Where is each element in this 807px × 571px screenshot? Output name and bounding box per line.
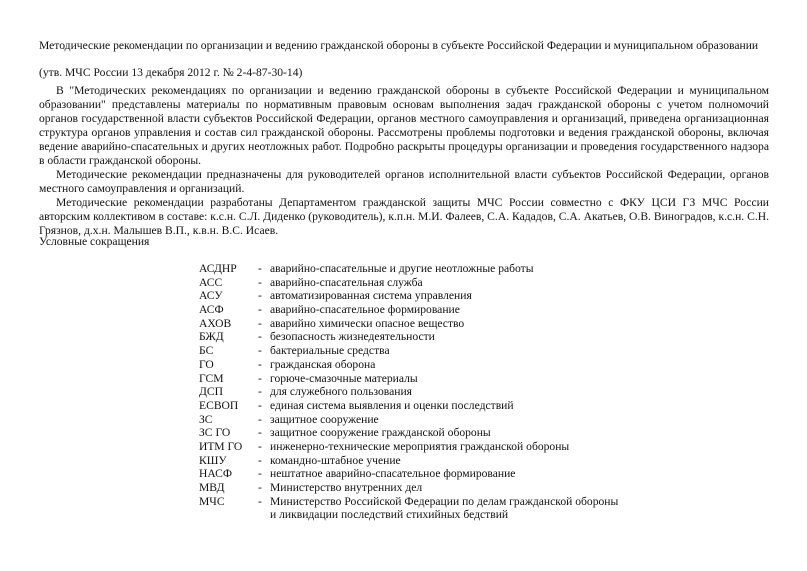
abbreviation-code: БС (199, 344, 214, 358)
dash-separator: - (258, 494, 262, 508)
abbreviation-definition: Министерство внутренних дел (270, 481, 423, 494)
abbreviation-row (199, 276, 639, 290)
dash-separator: - (258, 316, 262, 330)
abbreviation-definition: аварийно-спасательные и другие неотложные работы (270, 262, 534, 275)
abbreviation-code: АСС (199, 275, 223, 289)
abbreviation-code: ИТМ ГО (199, 439, 243, 453)
paragraph: В "Методических рекомендациях по организации и ведению гражданской обороны в субъекте Российской Федерации и муниципальном образовании" представлены материалы по нормативным правовым основам выполнения задач гражданской обороны с учетом полномочий органов государственной власти субъектов Российской Федерации, органов местного самоуправления и организаций, приведена организационная структура органов управления и состав сил гражданской обороны. Рассмотрены проблемы подготовки и ведения гражданской обороны, включая ведение аварийно-спасательных и других неотложных работ. Подробно раскрыты процедуры организации и проведения государственного надзора в области гражданской обороны. (39, 84, 769, 167)
abbreviations-list (199, 262, 639, 522)
dash-separator: - (258, 344, 262, 358)
paragraph: Методические рекомендации предназначены для руководителей органов исполнительной власти субъектов Российской Федерации, органов местного самоуправления и организаций. (39, 168, 769, 195)
dash-separator: - (258, 385, 262, 399)
abbreviation-row (199, 413, 639, 427)
abbreviation-definition: бактериальные средства (270, 344, 390, 358)
abbreviation-row (199, 317, 639, 331)
abbreviation-row (199, 385, 639, 399)
dash-separator: - (258, 330, 262, 344)
dash-separator: - (258, 412, 262, 426)
dash-separator: - (258, 357, 262, 371)
abbreviation-definition-continuation: и ликвидации последствий стихийных бедствий (270, 508, 509, 522)
abbreviation-row (199, 454, 639, 468)
abbreviation-definition: безопасность жизнедеятельности (270, 330, 435, 344)
abbreviation-definition: Министерство Российской Федерации по делам гражданской обороны (270, 494, 619, 508)
dash-separator: - (258, 262, 262, 275)
abbreviation-code: АСУ (199, 289, 223, 303)
abbreviation-code: НАСФ (199, 467, 233, 481)
abbreviation-code: БЖД (199, 330, 224, 344)
abbreviation-code: АСДНР (199, 262, 237, 275)
abbreviation-row (199, 372, 639, 386)
abbreviation-definition: защитное сооружение гражданской обороны (270, 426, 491, 440)
abbreviation-code: ДСП (199, 385, 224, 399)
abbreviation-definition: защитное сооружение (270, 412, 379, 426)
abbreviations-heading: Условные сокращения (39, 235, 150, 248)
abbreviation-definition: командно-штабное учение (270, 453, 401, 467)
abbreviation-code: АСФ (199, 303, 224, 317)
abbreviation-code: ГО (199, 357, 214, 371)
dash-separator: - (258, 289, 262, 303)
abbreviation-row (199, 262, 639, 276)
abbreviation-row (199, 303, 639, 317)
abbreviation-code: ЗС ГО (199, 426, 231, 440)
abbreviation-code: АХОВ (199, 316, 232, 330)
abbreviation-definition: аварийно-спасательная служба (270, 275, 423, 289)
abbreviation-definition: автоматизированная система управления (270, 289, 472, 303)
abbreviation-row (199, 399, 639, 413)
abbreviation-definition: гражданская оборона (270, 357, 376, 371)
abbreviation-code: МЧС (199, 494, 225, 508)
abbreviation-row (199, 495, 639, 509)
dash-separator: - (258, 371, 262, 385)
document-title: Методические рекомендации по организации и ведению гражданской обороны в субъекте Российской Федерации и муниципальном образовании (39, 39, 759, 52)
abbreviation-definition: аварийно-спасательное формирование (270, 303, 460, 317)
abbreviation-code: МВД (199, 481, 225, 494)
abbreviation-definition: горюче-смазочные материалы (270, 371, 418, 385)
abbreviation-row (199, 426, 639, 440)
dash-separator: - (258, 398, 262, 412)
abbreviation-row (199, 344, 639, 358)
abbreviation-row (199, 467, 639, 481)
empty-code-cell (199, 508, 258, 522)
dash-separator: - (258, 275, 262, 289)
dash-separator: - (258, 481, 262, 494)
abbreviation-definition: нештатное аварийно-спасательное формирование (270, 467, 516, 481)
document-body (39, 84, 769, 238)
abbreviation-row (199, 330, 639, 344)
abbreviation-row-continuation (199, 508, 639, 522)
abbreviation-code: ГСМ (199, 371, 224, 385)
abbreviation-definition: для служебного пользования (270, 385, 412, 399)
abbreviation-row (199, 289, 639, 303)
abbreviation-definition: аварийно химически опасное вещество (270, 316, 465, 330)
dash-separator: - (258, 303, 262, 317)
abbreviation-code: ЕСВОП (199, 398, 239, 412)
dash-separator: - (258, 426, 262, 440)
approval-line: (утв. МЧС России 13 декабря 2012 г. № 2-4-87-30-14) (39, 66, 303, 79)
dash-separator: - (258, 453, 262, 467)
abbreviation-definition: единая система выявления и оценки последствий (270, 398, 514, 412)
abbreviation-code: ЗС (199, 412, 213, 426)
paragraph: Методические рекомендации разработаны Департаментом гражданской защиты МЧС России совместно с ФКУ ЦСИ ГЗ МЧС России авторским коллективом в составе: к.с.н. С.Л. Диденко (руководитель), к.п.н. М.И. Фалеев, С.А. Кададов, С.А. Акатьев, О.В. Виноградов, к.с.н. С.Н. Грязнов, д.х.н. Малышев В.П., к.в.н. В.С. Исаев. (39, 196, 769, 237)
abbreviation-row (199, 358, 639, 372)
abbreviation-definition: инженерно-технические мероприятия гражданской обороны (270, 439, 570, 453)
abbreviation-row (199, 481, 639, 495)
abbreviation-code: КШУ (199, 453, 227, 467)
dash-separator: - (258, 467, 262, 481)
dash-separator: - (258, 439, 262, 453)
abbreviation-row (199, 440, 639, 454)
empty-dash-cell (258, 508, 270, 522)
